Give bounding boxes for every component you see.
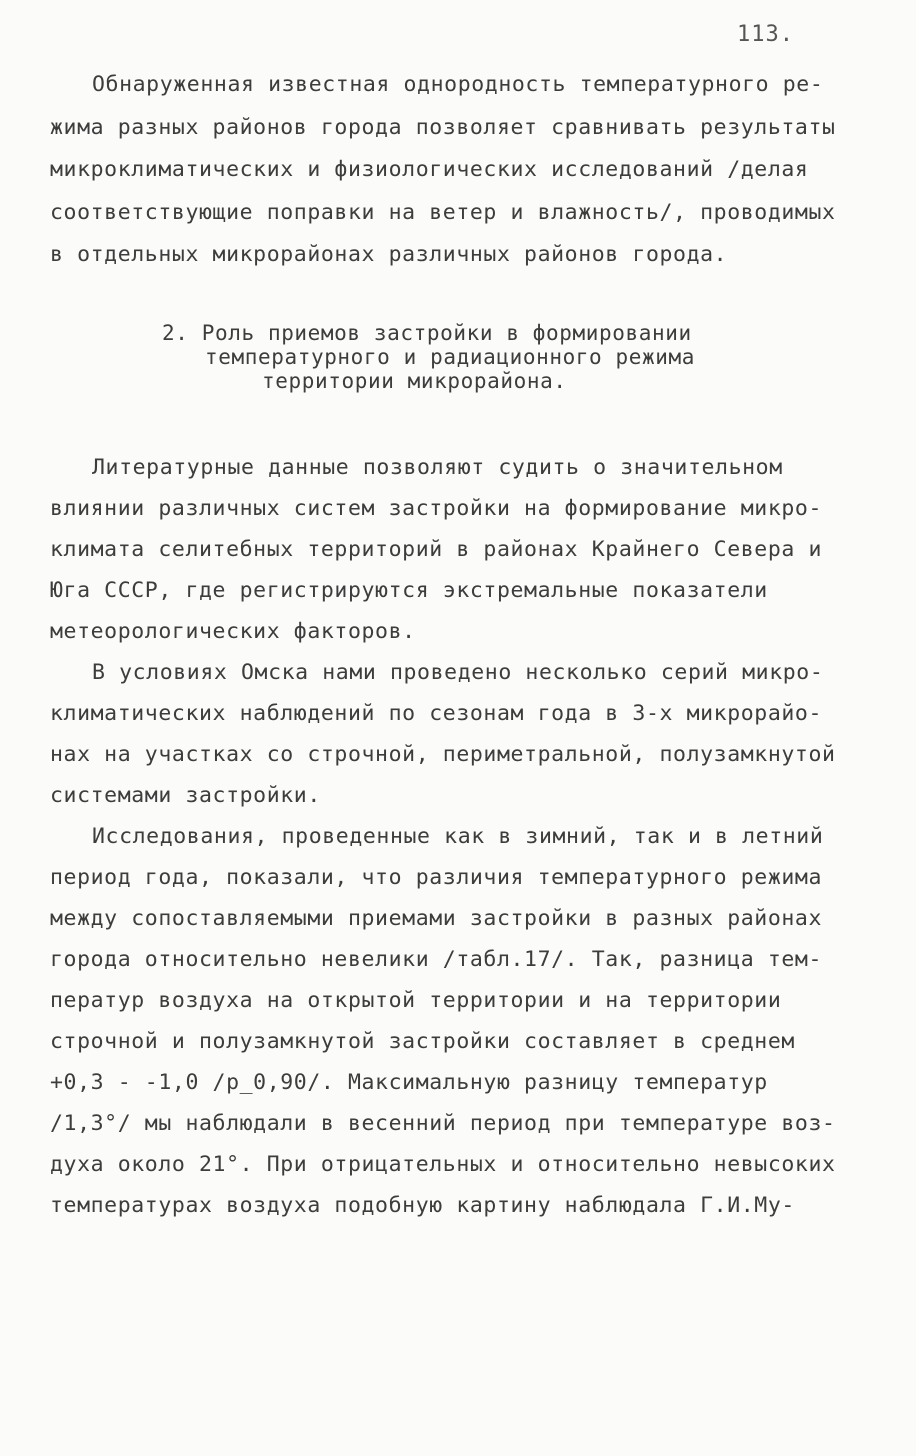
paragraph-line: метеорологических факторов. — [50, 619, 416, 644]
paragraph-line: В условиях Омска нами проведено несколько серий микро- — [92, 660, 824, 685]
paragraph-line: жима разных районов города позволяет сравнивать результаты — [50, 115, 836, 140]
paragraph-line: нах на участках со строчной, периметральной, полузамкнутой — [50, 742, 836, 767]
page-number: 113. — [737, 22, 794, 47]
paragraph-line: в отдельных микрорайонах различных районов города. — [50, 242, 728, 267]
paragraph-line: соответствующие поправки на ветер и влажность/, проводимых — [50, 200, 836, 225]
paragraph-line: влиянии различных систем застройки на формирование микро- — [50, 496, 823, 521]
paragraph-line: Литературные данные позволяют судить о значительном — [92, 455, 783, 480]
paragraph-line: климата селитебных территорий в районах Крайнего Севера и — [50, 537, 823, 562]
paragraph-line: между сопоставляемыми приемами застройки в разных районах — [50, 906, 823, 931]
paragraph-line: Исследования, проведенные как в зимний, так и в летний — [92, 824, 824, 849]
section-heading-line: территории микрорайона. — [262, 369, 567, 393]
paragraph-line: микроклиматических и физиологических исследований /делая — [50, 157, 809, 182]
paragraph-line: температурах воздуха подобную картину наблюдала Г.И.Му- — [50, 1193, 795, 1218]
paragraph-line: духа около 21°. При отрицательных и относительно невысоких — [50, 1152, 836, 1177]
paragraph-line: ператур воздуха на открытой территории и на территории — [50, 988, 782, 1013]
paragraph-line: строчной и полузамкнутой застройки составляет в среднем — [50, 1029, 795, 1054]
paragraph-line: +0,3 - -1,0 /p_0,90/. Максимальную разницу температур — [50, 1070, 768, 1095]
paragraph-line: Обнаруженная известная однородность температурного ре- — [92, 72, 824, 97]
section-heading-line: 2. Роль приемов застройки в формировании — [162, 321, 692, 345]
paragraph-line: климатических наблюдений по сезонам года в 3-х микрорайо- — [50, 701, 823, 726]
paragraph-line: период года, показали, что различия температурного режима — [50, 865, 823, 890]
paragraph-line: /1,3°/ мы наблюдали в весенний период при температуре воз- — [50, 1111, 836, 1136]
paragraph-line: системами застройки. — [50, 783, 321, 808]
paragraph-line: города относительно невелики /табл.17/. Так, разница тем- — [50, 947, 823, 972]
paragraph-line: Юга СССР, где регистрируются экстремальные показатели — [50, 578, 768, 603]
section-heading-line: температурного и радиационного режима — [205, 345, 695, 369]
